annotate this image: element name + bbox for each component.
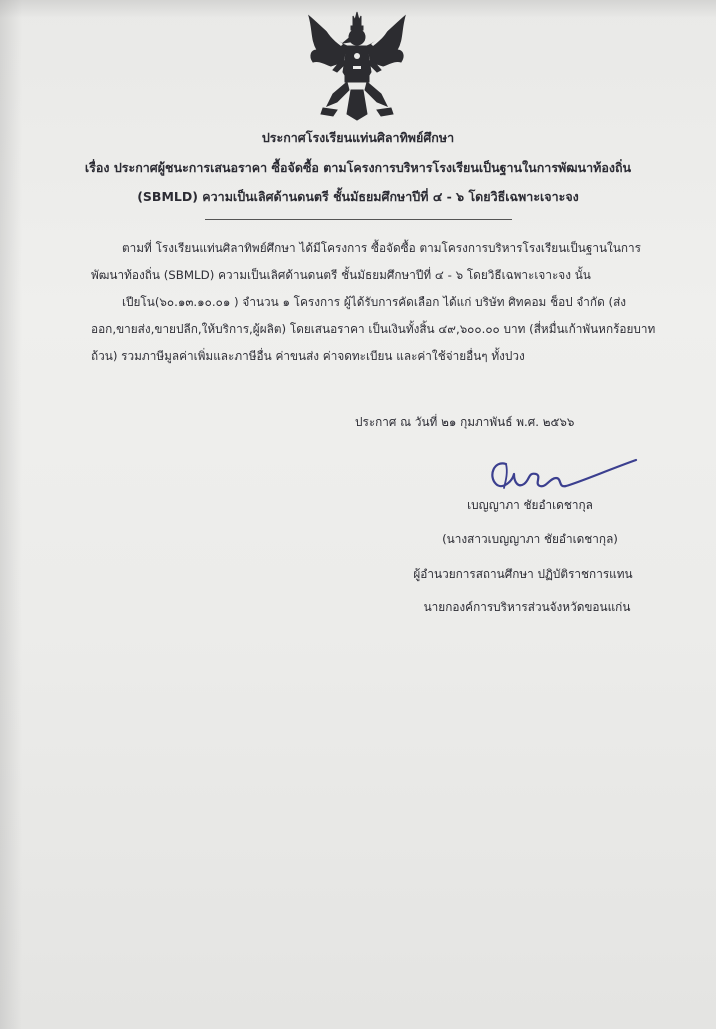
signatory-position-2: นายกองค์การบริหารส่วนจังหวัดขอนแก่น — [423, 600, 631, 614]
subject-line-2: (SBMLD) ความเป็นเลิศด้านดนตรี ชั้นมัธยมศึกษาปีที่ ๔ - ๖ โดยวิธีเฉพาะเจาะจง — [137, 189, 579, 204]
title-divider — [205, 219, 512, 220]
subject-line-1: เรื่อง ประกาศผู้ชนะการเสนอราคา ซื้อจัดซื้อ ตามโครงการบริหารโรงเรียนเป็นฐานในการพัฒนาท้องถิ่น — [84, 160, 632, 175]
garuda-emblem-icon — [303, 10, 411, 122]
announcement-date: ประกาศ ณ วันที่ ๒๑ กุมภาพันธ์ พ.ศ. ๒๕๖๖ — [355, 415, 575, 429]
handwritten-signature — [484, 450, 644, 502]
signatory-name: เบญญาภา ชัยอำเดชากุล — [467, 498, 593, 512]
signatory-position: ผู้อำนวยการสถานศึกษา ปฏิบัติราชการแทน — [413, 567, 633, 581]
body-line: พัฒนาท้องถิ่น (SBMLD) ความเป็นเลิศด้านดนตรี ชั้นมัธยมศึกษาปีที่ ๔ - ๖ โดยวิธีเฉพาะเจาะจง นั้น — [91, 268, 591, 282]
body-line: ออก,ขายส่ง,ขายปลีก,ให้บริการ,ผู้ผลิต) โดยเสนอราคา เป็นเงินทั้งสิ้น ๔๙,๖๐๐.๐๐ บาท (สี่หมื่นเก้าพันหกร้อยบาท — [91, 322, 656, 336]
body-line: เปียโน(๖๐.๑๓.๑๐.๐๑ ) จำนวน ๑ โครงการ ผู้ได้รับการคัดเลือก ได้แก่ บริษัท ศิทคอม ช็อป จำกัด (ส่ง — [122, 295, 627, 309]
signatory-full-name: (นางสาวเบญญาภา ชัยอำเดชากุล) — [442, 532, 618, 546]
body-line: ถ้วน) รวมภาษีมูลค่าเพิ่มและภาษีอื่น ค่าขนส่ง ค่าจดทะเบียน และค่าใช้จ่ายอื่นๆ ทั้งปวง — [91, 349, 525, 363]
announcement-title: ประกาศโรงเรียนแท่นศิลาทิพย์ศึกษา — [261, 130, 455, 145]
page-shadow-left — [0, 0, 22, 1029]
body-line: ตามที่ โรงเรียนแท่นศิลาทิพย์ศึกษา ได้มีโครงการ ซื้อจัดซื้อ ตามโครงการบริหารโรงเรียนเป็นฐานในการ — [122, 241, 641, 255]
